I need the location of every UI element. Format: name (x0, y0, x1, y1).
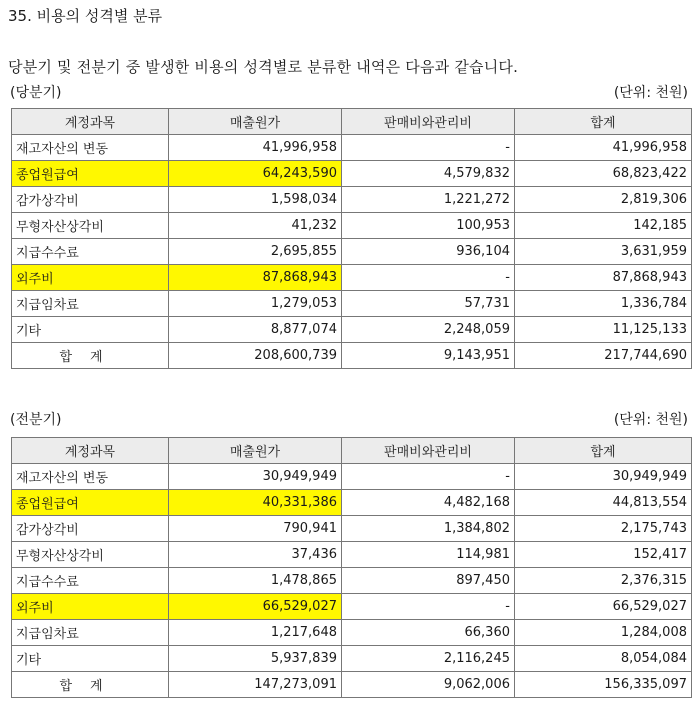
total-cell: 8,054,084 (515, 646, 692, 672)
cost-of-sales-cell: 1,598,034 (169, 187, 342, 213)
table-row (12, 594, 692, 620)
total-cell: 2,175,743 (515, 516, 692, 542)
cost-of-sales-cell: 208,600,739 (169, 343, 342, 369)
cost-of-sales-cell: 1,478,865 (169, 568, 342, 594)
cost-of-sales-cell: 2,695,855 (169, 239, 342, 265)
current-table-body (12, 135, 692, 369)
cost-of-sales-cell: 790,941 (169, 516, 342, 542)
total-cell: 156,335,097 (515, 672, 692, 698)
total-cell: 68,823,422 (515, 161, 692, 187)
total-cell: 1,284,008 (515, 620, 692, 646)
row-label: 무형자산상각비 (12, 213, 169, 239)
sga-cell: 2,116,245 (342, 646, 515, 672)
sga-cell: 9,062,006 (342, 672, 515, 698)
total-cell: 1,336,784 (515, 291, 692, 317)
sga-cell: 936,104 (342, 239, 515, 265)
row-label: 합계 (12, 672, 169, 698)
table-row (12, 490, 692, 516)
prior-quarter-table (11, 437, 692, 698)
row-label: 지급임차료 (12, 291, 169, 317)
row-label: 기타 (12, 646, 169, 672)
header-total: 합계 (515, 438, 692, 464)
sga-cell: 66,360 (342, 620, 515, 646)
cost-of-sales-cell: 41,996,958 (169, 135, 342, 161)
table-row (12, 187, 692, 213)
header-sga: 판매비와관리비 (342, 109, 515, 135)
total-cell: 3,631,959 (515, 239, 692, 265)
cost-of-sales-cell: 30,949,949 (169, 464, 342, 490)
table-row (12, 568, 692, 594)
total-cell: 152,417 (515, 542, 692, 568)
table-header-row (12, 438, 692, 464)
cost-of-sales-cell: 41,232 (169, 213, 342, 239)
cost-of-sales-cell: 87,868,943 (169, 265, 342, 291)
cost-of-sales-cell: 5,937,839 (169, 646, 342, 672)
header-sga: 판매비와관리비 (342, 438, 515, 464)
table-row (12, 317, 692, 343)
row-label: 종업원급여 (12, 490, 169, 516)
section-heading: 35. 비용의 성격별 분류 (8, 7, 163, 25)
header-cost-of-sales: 매출원가 (169, 109, 342, 135)
table-row (12, 542, 692, 568)
sga-cell: 897,450 (342, 568, 515, 594)
sga-cell: - (342, 464, 515, 490)
current-period-label: (당분기) (10, 85, 62, 101)
header-total: 합계 (515, 109, 692, 135)
sga-cell: 1,384,802 (342, 516, 515, 542)
sga-cell: 57,731 (342, 291, 515, 317)
total-cell: 41,996,958 (515, 135, 692, 161)
cost-of-sales-cell: 64,243,590 (169, 161, 342, 187)
sga-cell: 4,579,832 (342, 161, 515, 187)
total-cell: 66,529,027 (515, 594, 692, 620)
current-quarter-table (11, 108, 692, 369)
sga-cell: 4,482,168 (342, 490, 515, 516)
header-cost-of-sales: 매출원가 (169, 438, 342, 464)
row-label: 합계 (12, 343, 169, 369)
cost-of-sales-cell: 147,273,091 (169, 672, 342, 698)
sga-cell: 2,248,059 (342, 317, 515, 343)
row-label: 감가상각비 (12, 187, 169, 213)
sga-cell: 1,221,272 (342, 187, 515, 213)
sga-cell: 114,981 (342, 542, 515, 568)
row-label: 외주비 (12, 594, 169, 620)
row-label: 재고자산의 변동 (12, 135, 169, 161)
cost-of-sales-cell: 8,877,074 (169, 317, 342, 343)
table-row (12, 265, 692, 291)
total-cell: 87,868,943 (515, 265, 692, 291)
row-label: 기타 (12, 317, 169, 343)
row-label: 지급임차료 (12, 620, 169, 646)
cost-of-sales-cell: 40,331,386 (169, 490, 342, 516)
header-account: 계정과목 (12, 438, 169, 464)
intro-paragraph: 당분기 및 전분기 중 발생한 비용의 성격별로 분류한 내역은 다음과 같습니다. (8, 58, 519, 76)
total-cell: 2,819,306 (515, 187, 692, 213)
total-cell: 2,376,315 (515, 568, 692, 594)
total-cell: 142,185 (515, 213, 692, 239)
cost-of-sales-cell: 1,217,648 (169, 620, 342, 646)
sga-cell: - (342, 135, 515, 161)
row-label: 외주비 (12, 265, 169, 291)
table-row (12, 239, 692, 265)
row-label: 종업원급여 (12, 161, 169, 187)
sga-cell: - (342, 594, 515, 620)
total-cell: 11,125,133 (515, 317, 692, 343)
cost-of-sales-cell: 66,529,027 (169, 594, 342, 620)
prior-table-body (12, 464, 692, 698)
sga-cell: 100,953 (342, 213, 515, 239)
row-label: 감가상각비 (12, 516, 169, 542)
table-row (12, 516, 692, 542)
row-label: 무형자산상각비 (12, 542, 169, 568)
cost-of-sales-cell: 1,279,053 (169, 291, 342, 317)
sga-cell: 9,143,951 (342, 343, 515, 369)
table-row (12, 213, 692, 239)
table-row (12, 464, 692, 490)
prior-period-label: (전분기) (10, 412, 62, 428)
header-account: 계정과목 (12, 109, 169, 135)
sga-cell: - (342, 265, 515, 291)
table-row (12, 135, 692, 161)
total-row (12, 672, 692, 698)
total-cell: 30,949,949 (515, 464, 692, 490)
prior-unit-label: (단위: 천원) (613, 412, 688, 428)
row-label: 지급수수료 (12, 568, 169, 594)
total-cell: 44,813,554 (515, 490, 692, 516)
row-label: 지급수수료 (12, 239, 169, 265)
row-label: 재고자산의 변동 (12, 464, 169, 490)
cost-of-sales-cell: 37,436 (169, 542, 342, 568)
table-row (12, 291, 692, 317)
total-cell: 217,744,690 (515, 343, 692, 369)
total-row (12, 343, 692, 369)
table-row (12, 620, 692, 646)
table-row (12, 161, 692, 187)
table-header-row (12, 109, 692, 135)
current-unit-label: (단위: 천원) (613, 85, 688, 101)
table-row (12, 646, 692, 672)
